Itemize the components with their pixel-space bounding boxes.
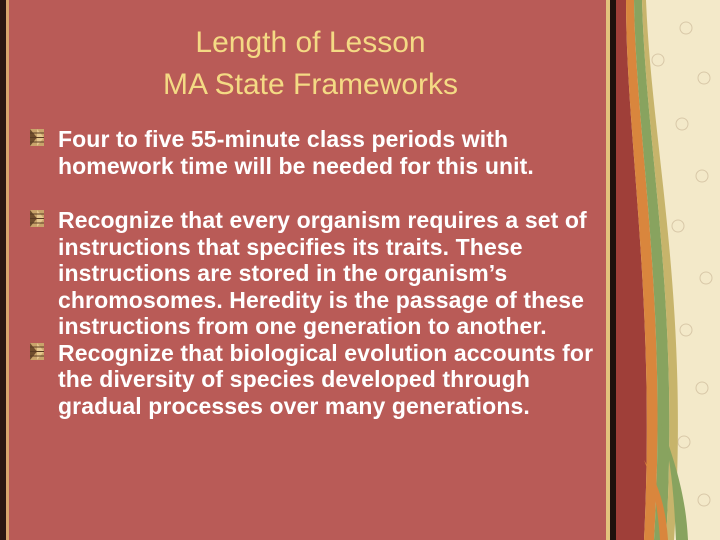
slide-title	[18, 22, 603, 106]
striped-arrow-icon	[30, 129, 44, 146]
title-line-2: MA State Frameworks	[162, 68, 459, 101]
bullet-item	[30, 207, 595, 340]
bullet-text: Recognize that every organism requires a set of instructions that specifies its traits. These instructions are stored in the organism’s chromosomes. Heredity is the passage of these instructions from one generation to another.	[58, 207, 587, 339]
striped-arrow-icon	[30, 343, 44, 360]
decorative-side-pattern	[616, 0, 720, 540]
bullet-list	[30, 126, 595, 419]
bullet-text: Recognize that biological evolution accounts for the diversity of species developed through gradual processes over many generations.	[58, 339, 594, 419]
bullet-item	[30, 126, 595, 179]
striped-arrow-icon	[30, 210, 44, 227]
left-border	[0, 0, 9, 540]
bullet-text: Four to five 55-minute class periods with homework time will be needed for this unit.	[58, 126, 534, 179]
title-line-1: Length of Lesson	[195, 26, 426, 59]
bullet-item	[30, 340, 595, 420]
